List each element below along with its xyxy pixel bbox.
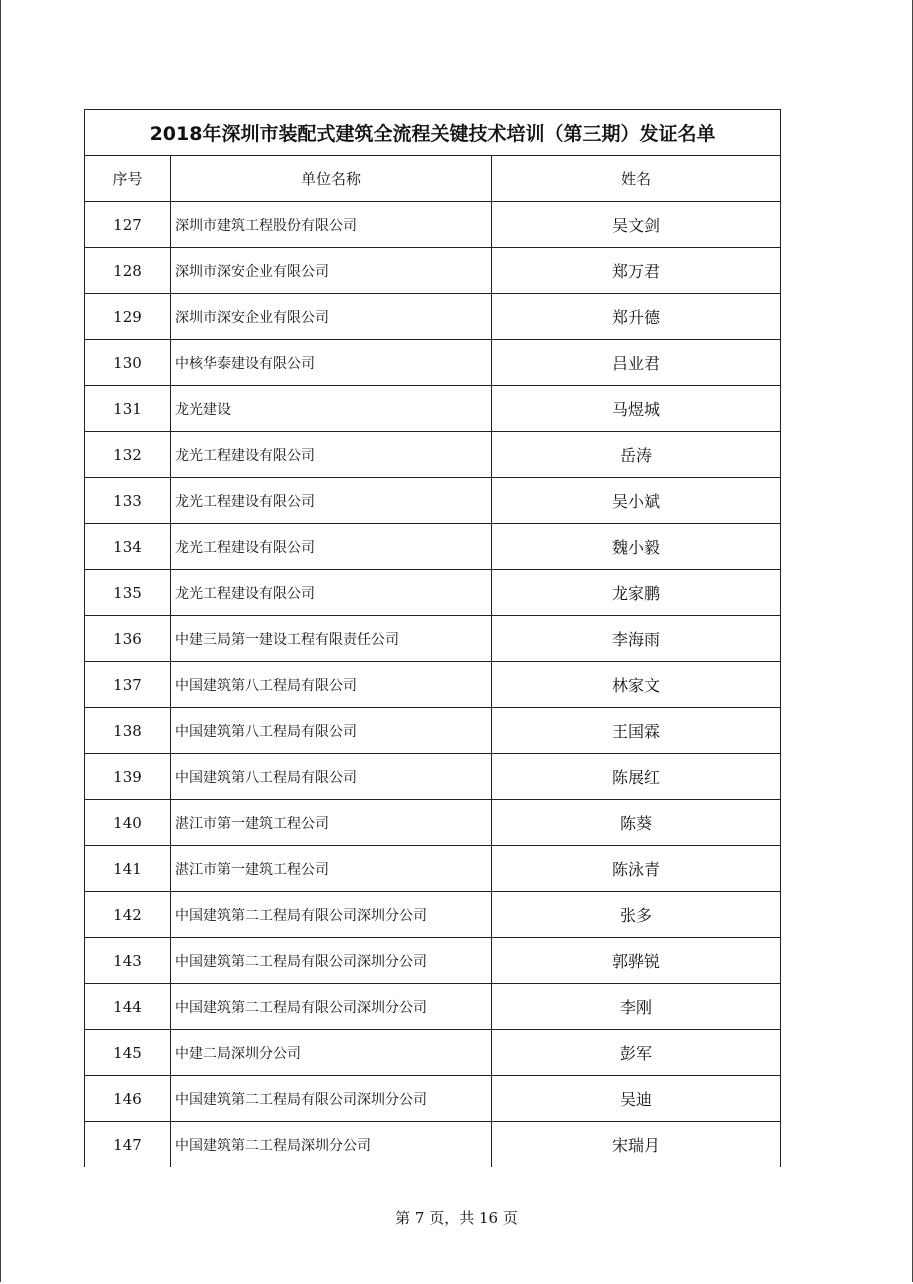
row-unit-cell: 龙光建设 [171,386,492,432]
row-unit-cell: 湛江市第一建筑工程公司 [171,846,492,892]
table-row [85,1122,781,1168]
row-unit-cell: 中国建筑第二工程局有限公司深圳分公司 [171,892,492,938]
row-unit-cell: 中国建筑第八工程局有限公司 [171,708,492,754]
table-row [85,432,781,478]
table-row [85,524,781,570]
table-row [85,846,781,892]
row-unit-cell: 中国建筑第八工程局有限公司 [171,662,492,708]
row-seq-cell: 142 [85,892,171,938]
row-name-cell: 王国霖 [492,708,781,754]
row-seq-cell: 144 [85,984,171,1030]
table-row [85,478,781,524]
row-name-cell: 马煜城 [492,386,781,432]
row-name-cell: 陈葵 [492,800,781,846]
table-row [85,708,781,754]
row-unit-cell: 中国建筑第二工程局深圳分公司 [171,1122,492,1168]
row-unit-cell: 中核华泰建设有限公司 [171,340,492,386]
row-unit-cell: 中建二局深圳分公司 [171,1030,492,1076]
row-seq-cell: 135 [85,570,171,616]
row-seq-cell: 143 [85,938,171,984]
row-name-cell: 张多 [492,892,781,938]
row-seq-cell: 146 [85,1076,171,1122]
table-row [85,984,781,1030]
table-row [85,1030,781,1076]
row-seq-cell: 139 [85,754,171,800]
header-unit: 单位名称 [171,156,492,202]
row-name-cell: 李海雨 [492,616,781,662]
row-seq-cell: 127 [85,202,171,248]
row-unit-cell: 深圳市建筑工程股份有限公司 [171,202,492,248]
table-row [85,294,781,340]
row-unit-cell: 中建三局第一建设工程有限责任公司 [171,616,492,662]
row-name-cell: 郑升德 [492,294,781,340]
table-row [85,202,781,248]
row-seq-cell: 140 [85,800,171,846]
row-unit-cell: 中国建筑第二工程局有限公司深圳分公司 [171,984,492,1030]
table-row [85,800,781,846]
row-seq-cell: 141 [85,846,171,892]
row-seq-cell: 130 [85,340,171,386]
row-unit-cell: 龙光工程建设有限公司 [171,570,492,616]
row-seq-cell: 133 [85,478,171,524]
row-seq-cell: 147 [85,1122,171,1168]
table-row [85,892,781,938]
row-name-cell: 吴迪 [492,1076,781,1122]
row-unit-cell: 龙光工程建设有限公司 [171,432,492,478]
header-name: 姓名 [492,156,781,202]
row-unit-cell: 中国建筑第二工程局有限公司深圳分公司 [171,938,492,984]
roster-table-body [85,110,781,1168]
row-seq-cell: 134 [85,524,171,570]
table-row [85,938,781,984]
row-unit-cell: 湛江市第一建筑工程公司 [171,800,492,846]
roster-table [84,109,781,1167]
row-name-cell: 吴文剑 [492,202,781,248]
table-row [85,340,781,386]
title-row [85,110,781,156]
row-seq-cell: 145 [85,1030,171,1076]
row-name-cell: 陈展红 [492,754,781,800]
table-row [85,386,781,432]
row-seq-cell: 138 [85,708,171,754]
row-name-cell: 李刚 [492,984,781,1030]
table-row [85,662,781,708]
table-row [85,248,781,294]
row-name-cell: 岳涛 [492,432,781,478]
table-row [85,616,781,662]
row-seq-cell: 137 [85,662,171,708]
row-name-cell: 吕业君 [492,340,781,386]
table-row [85,1076,781,1122]
table-row [85,570,781,616]
row-seq-cell: 128 [85,248,171,294]
table-row [85,754,781,800]
page-footer: 第 7 页，共 16 页 [395,1209,518,1227]
header-row [85,156,781,202]
row-name-cell: 郑万君 [492,248,781,294]
row-unit-cell: 深圳市深安企业有限公司 [171,294,492,340]
table-title: 2018年深圳市装配式建筑全流程关键技术培训（第三期）发证名单 [85,110,781,156]
row-seq-cell: 129 [85,294,171,340]
row-name-cell: 宋瑞月 [492,1122,781,1168]
header-seq: 序号 [85,156,171,202]
row-seq-cell: 131 [85,386,171,432]
row-name-cell: 郭骅锐 [492,938,781,984]
row-name-cell: 魏小毅 [492,524,781,570]
row-seq-cell: 136 [85,616,171,662]
row-unit-cell: 龙光工程建设有限公司 [171,524,492,570]
row-name-cell: 彭军 [492,1030,781,1076]
row-unit-cell: 深圳市深安企业有限公司 [171,248,492,294]
row-seq-cell: 132 [85,432,171,478]
row-name-cell: 吴小斌 [492,478,781,524]
row-name-cell: 林家文 [492,662,781,708]
row-name-cell: 陈泳青 [492,846,781,892]
row-name-cell: 龙家鹏 [492,570,781,616]
row-unit-cell: 龙光工程建设有限公司 [171,478,492,524]
row-unit-cell: 中国建筑第八工程局有限公司 [171,754,492,800]
row-unit-cell: 中国建筑第二工程局有限公司深圳分公司 [171,1076,492,1122]
